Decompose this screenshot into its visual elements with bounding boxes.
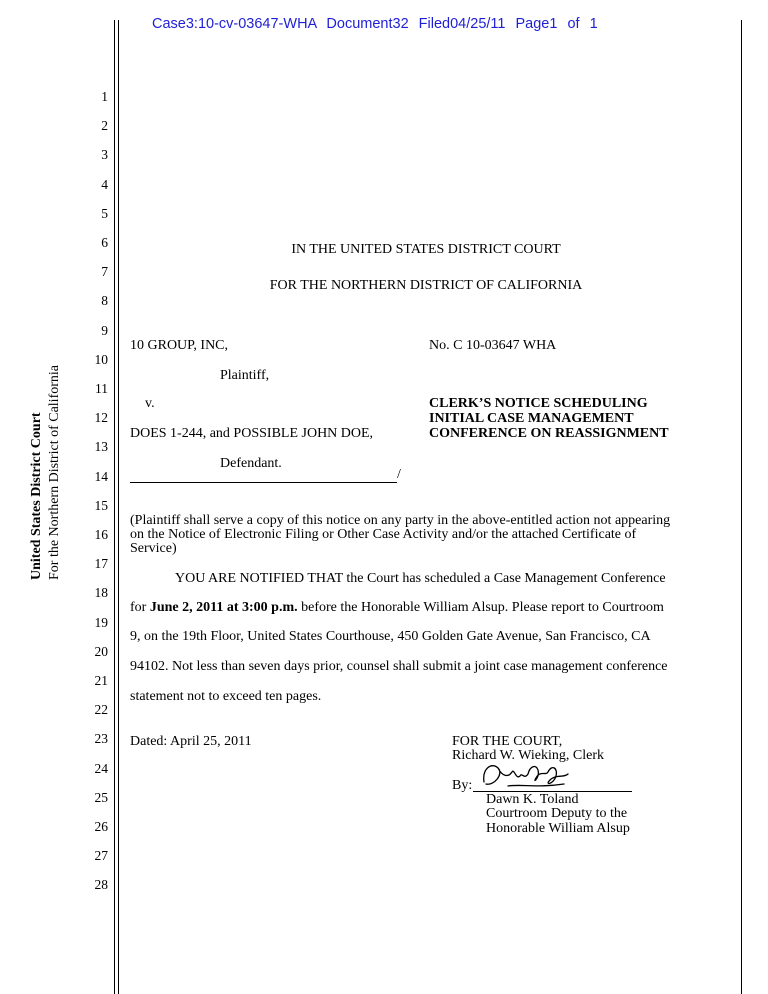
line-number: 14 <box>94 468 108 484</box>
deputy-name: Dawn K. Toland <box>486 792 579 807</box>
body-line-2-post: before the Honorable William Alsup. Please report to Courtroom <box>297 600 664 615</box>
line-number: 10 <box>94 351 108 367</box>
line-number: 1 <box>101 89 108 104</box>
line-number: 20 <box>94 643 108 659</box>
plaintiff-name: 10 GROUP, INC, <box>130 338 229 353</box>
line-number: 21 <box>94 673 108 688</box>
line-number: 5 <box>101 205 108 221</box>
conference-date: June 2, 2011 at 3:00 p.m. <box>149 600 298 615</box>
line-number: 24 <box>94 760 108 776</box>
line-number: 23 <box>94 731 108 747</box>
left-margin-rule <box>114 20 115 994</box>
line-number: 16 <box>94 527 108 542</box>
line-number: 8 <box>101 293 108 309</box>
body-line-5: statement not to exceed ten pages. <box>130 689 322 704</box>
caption-underline <box>130 482 397 483</box>
line-number: 18 <box>94 585 108 601</box>
handwritten-signature <box>478 758 574 794</box>
line-number: 27 <box>94 848 108 864</box>
document-title-2: INITIAL CASE MANAGEMENT <box>429 411 634 426</box>
body-line-2-pre: for <box>130 600 150 615</box>
for-the-court: FOR THE COURT, <box>452 734 563 749</box>
court-name: IN THE UNITED STATES DISTRICT COURT <box>291 242 561 257</box>
by-label: By: <box>452 778 473 793</box>
line-number: 28 <box>94 877 108 893</box>
document-title-3: CONFERENCE ON REASSIGNMENT <box>429 426 669 441</box>
line-number: 19 <box>94 614 108 630</box>
line-number: 9 <box>101 322 108 338</box>
clerk-name: Richard W. Wieking, Clerk <box>452 748 604 763</box>
versus: v. <box>145 396 155 411</box>
line-number: 3 <box>101 147 108 163</box>
line-number: 6 <box>101 235 108 250</box>
line-number: 25 <box>94 789 108 805</box>
side-district: For the Northern District of California <box>47 364 62 580</box>
plaintiff-role: Plaintiff, <box>220 368 270 383</box>
dated: Dated: April 25, 2011 <box>130 734 252 749</box>
deputy-title-1: Courtroom Deputy to the <box>486 806 628 821</box>
defendant-name: DOES 1-244, and POSSIBLE JOHN DOE, <box>130 426 374 441</box>
notice-line-1: (Plaintiff shall serve a copy of this notice on any party in the above-entitled action not appearing <box>130 513 671 528</box>
line-number: 12 <box>94 410 108 426</box>
body-line-2 <box>130 600 664 616</box>
case-number: No. C 10-03647 WHA <box>429 338 557 353</box>
line-number: 15 <box>94 497 108 513</box>
body-line-4: 94102. Not less than seven days prior, counsel shall submit a joint case management conference <box>130 659 668 674</box>
document-title-1: CLERK’S NOTICE SCHEDULING <box>429 396 648 411</box>
filing-header: Case3:10-cv-03647-WHA Document32 Filed04/25/11 Page1 of 1 <box>152 16 598 32</box>
right-margin-rule <box>741 20 742 994</box>
defendant-role: Defendant. <box>220 456 282 471</box>
side-caption <box>28 365 64 580</box>
line-number: 4 <box>101 176 108 192</box>
deputy-title-2: Honorable William Alsup <box>486 821 630 836</box>
body-line-3: 9, on the 19th Floor, United States Courthouse, 450 Golden Gate Avenue, San Francisco, CA <box>130 629 651 644</box>
line-number: 2 <box>101 118 108 134</box>
line-number: 11 <box>95 381 108 396</box>
line-number: 13 <box>94 439 108 455</box>
line-number: 26 <box>94 819 108 834</box>
caption-slash: / <box>397 467 401 482</box>
line-number: 22 <box>94 702 108 718</box>
notice-line-3: Service) <box>130 541 177 556</box>
notice-line-2: on the Notice of Electronic Filing or Other Case Activity and/or the attached Certificate of <box>130 527 637 542</box>
side-court: United States District Court <box>29 412 44 580</box>
line-number: 17 <box>94 556 108 572</box>
court-district: FOR THE NORTHERN DISTRICT OF CALIFORNIA <box>269 278 583 293</box>
left-margin-rule-inner <box>118 20 119 994</box>
line-number: 7 <box>101 264 108 280</box>
body-line-1: YOU ARE NOTIFIED THAT the Court has scheduled a Case Management Conference <box>175 571 666 586</box>
